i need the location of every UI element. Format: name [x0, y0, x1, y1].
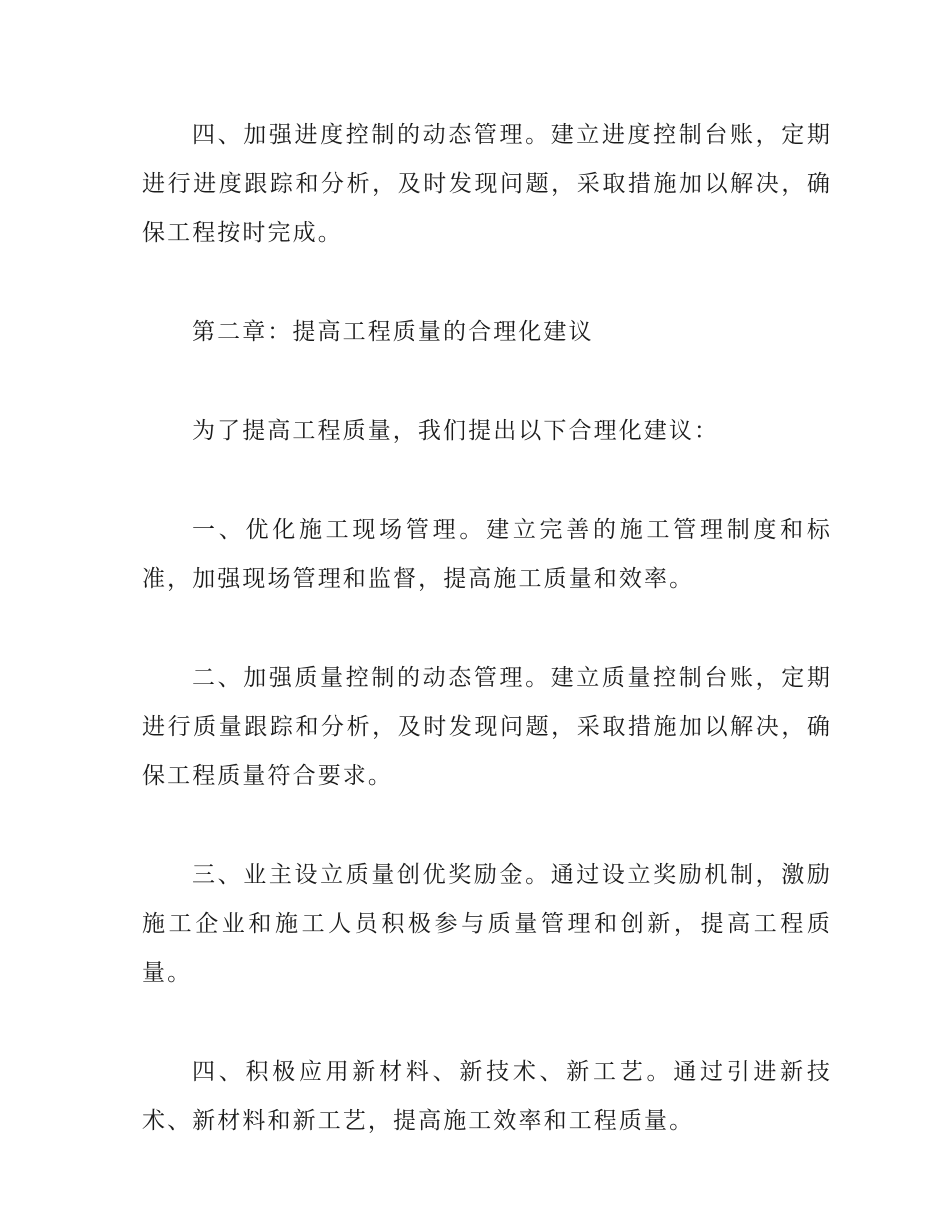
- document-body: [142, 111, 832, 1146]
- paragraph-gap: [142, 258, 832, 308]
- paragraph-new-technology: 四、积极应用新材料、新技术、新工艺。通过引进新技术、新材料和新工艺，提高施工效率和工程质量。: [142, 1059, 832, 1134]
- paragraph-site-management: 一、优化施工现场管理。建立完善的施工管理制度和标准，加强现场管理和监督，提高施工质量和效率。: [142, 517, 832, 592]
- paragraph-progress-control: 四、加强进度控制的动态管理。建立进度控制台账，定期进行进度跟踪和分析，及时发现问题，采取措施加以解决，确保工程按时完成。: [142, 122, 832, 246]
- paragraph-quality-control: 二、加强质量控制的动态管理。建立质量控制台账，定期进行质量跟踪和分析，及时发现问题，采取措施加以解决，确保工程质量符合要求。: [142, 665, 832, 789]
- paragraph-gap: [142, 357, 832, 407]
- paragraph-intro: 为了提高工程质量，我们提出以下合理化建议：: [192, 418, 720, 444]
- paragraph-quality-reward: 三、业主设立质量创优奖励金。通过设立奖励机制，激励施工企业和施工人员积极参与质量管理和创新，提高工程质量。: [142, 862, 832, 986]
- paragraph-gap: [142, 456, 832, 506]
- chapter-heading: 第二章：提高工程质量的合理化建议: [192, 319, 594, 345]
- paragraph-gap: [142, 801, 832, 851]
- paragraph-gap: [142, 998, 832, 1048]
- paragraph-gap: [142, 604, 832, 654]
